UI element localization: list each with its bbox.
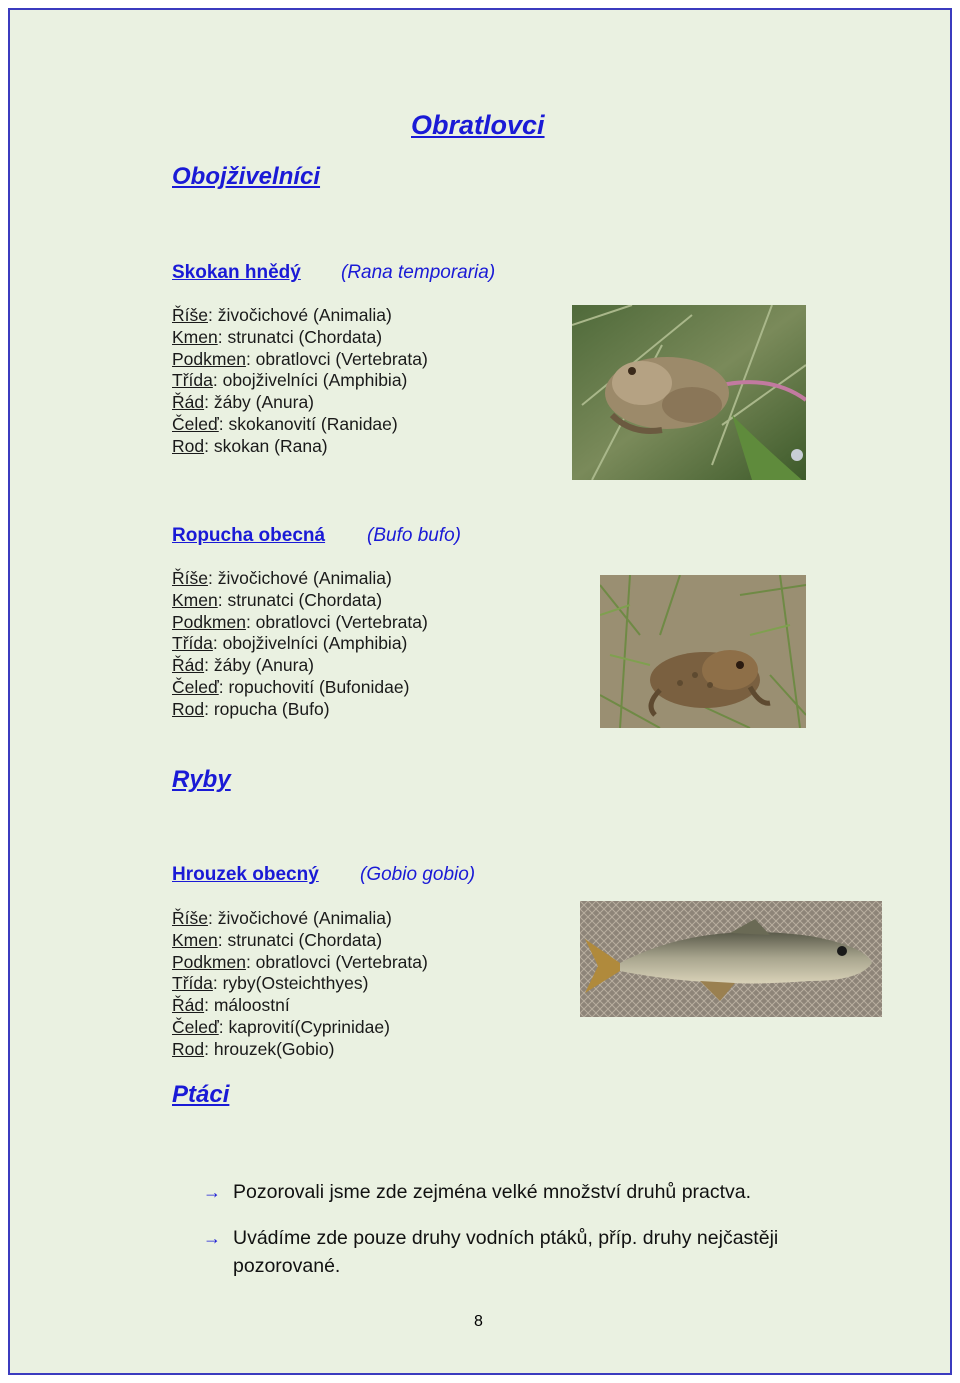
taxon-rank: Kmen (172, 326, 218, 347)
taxon-rank: Řád (172, 655, 205, 676)
taxon-rank: Rod (172, 435, 205, 456)
bird-notes-list (203, 1178, 793, 1298)
taxon-row (172, 370, 428, 392)
arrow-right-icon: → (203, 1182, 221, 1202)
taxon-row (172, 1039, 428, 1061)
page-frame (8, 8, 952, 1375)
species-name-frog: Skokan hnědý (172, 262, 301, 283)
taxon-rank: Říše (172, 568, 208, 588)
taxon-rank: Čeleď (172, 1016, 219, 1037)
frog-photo (572, 305, 806, 480)
taxon-rank: Říše (172, 908, 208, 928)
taxon-rank: Třída (172, 633, 213, 654)
taxon-rank: Třída (172, 370, 213, 391)
species-latin-frog: (Rana temporaria) (341, 262, 496, 283)
taxon-rank: Rod (172, 1038, 205, 1059)
taxon-row (172, 699, 428, 721)
taxon-value: : strunatci (Chordata) (217, 929, 383, 950)
taxon-value: : hrouzek(Gobio) (204, 1038, 335, 1059)
taxon-row (172, 414, 428, 436)
taxon-rank: Řád (172, 995, 205, 1016)
taxon-value: : skokan (Rana) (204, 435, 328, 456)
taxon-row (172, 327, 428, 349)
taxon-value: : obratlovci (Vertebrata) (245, 611, 428, 632)
taxon-rank: Čeleď (172, 676, 219, 697)
taxon-value: : kaprovití(Cyprinidae) (218, 1016, 390, 1037)
fish-photo (580, 901, 882, 1017)
taxon-row (172, 436, 428, 458)
taxonomy-list-gudgeon (172, 908, 428, 1061)
taxon-rank: Třída (172, 973, 213, 994)
taxon-rank: Kmen (172, 589, 218, 610)
taxon-row (172, 633, 428, 655)
taxon-row (172, 952, 428, 974)
species-latin-gudgeon: (Gobio gobio) (360, 864, 476, 885)
taxon-rank: Podkmen (172, 611, 246, 632)
taxon-value: : žáby (Anura) (204, 392, 315, 413)
section-heading-fish: Ryby (172, 766, 231, 793)
taxon-row (172, 568, 428, 590)
page-title: Obratlovci (411, 110, 545, 140)
bird-note-text: Pozorovali jsme zde zejména velké množství druhů practva. (233, 1181, 752, 1203)
taxon-row (172, 995, 428, 1017)
taxon-rank: Podkmen (172, 951, 246, 972)
section-heading-birds: Ptáci (172, 1081, 230, 1108)
taxon-row (172, 392, 428, 414)
taxon-value: : máloostní (204, 995, 290, 1016)
taxon-value: : skokanovití (Ranidae) (218, 413, 398, 434)
species-name-gudgeon: Hrouzek obecný (172, 864, 319, 885)
taxon-rank: Rod (172, 698, 205, 719)
species-name-toad: Ropucha obecná (172, 525, 326, 546)
taxon-value: : živočichové (Animalia) (207, 908, 392, 928)
taxon-value: : ropuchovití (Bufonidae) (218, 676, 410, 697)
taxon-row (172, 1017, 428, 1039)
taxon-row (172, 655, 428, 677)
taxon-value: : obojživelníci (Amphibia) (212, 633, 408, 654)
list-item (203, 1178, 793, 1206)
arrow-right-icon: → (203, 1228, 221, 1248)
taxon-rank: Kmen (172, 929, 218, 950)
taxon-rank: Podkmen (172, 348, 246, 369)
taxon-value: : obratlovci (Vertebrata) (245, 951, 428, 972)
taxon-value: : živočichové (Animalia) (207, 568, 392, 588)
taxon-value: : ryby(Osteichthyes) (212, 973, 369, 994)
bird-note-text: Uvádíme zde pouze druhy vodních ptáků, příp. druhy nejčastěji pozorované. (233, 1227, 779, 1277)
taxon-row (172, 305, 428, 327)
taxon-value: : živočichové (Animalia) (207, 305, 392, 325)
taxon-value: : žáby (Anura) (204, 655, 315, 676)
taxon-value: : strunatci (Chordata) (217, 326, 383, 347)
taxon-value: : obojživelníci (Amphibia) (212, 370, 408, 391)
list-item (203, 1224, 793, 1280)
species-latin-toad: (Bufo bufo) (367, 525, 461, 546)
taxon-rank: Čeleď (172, 413, 219, 434)
taxon-value: : strunatci (Chordata) (217, 589, 383, 610)
taxon-rank: Řád (172, 392, 205, 413)
taxon-row (172, 612, 428, 634)
page-number: 8 (474, 1313, 483, 1330)
taxon-row (172, 973, 428, 995)
taxon-row (172, 590, 428, 612)
taxon-row (172, 908, 428, 930)
taxon-row (172, 349, 428, 371)
taxon-row (172, 677, 428, 699)
taxon-value: : ropucha (Bufo) (204, 698, 330, 719)
taxonomy-list-toad (172, 568, 428, 721)
taxonomy-list-frog (172, 305, 428, 458)
taxon-rank: Říše (172, 305, 208, 325)
section-heading-amphibians: Obojživelníci (172, 163, 321, 190)
taxon-value: : obratlovci (Vertebrata) (245, 348, 428, 369)
taxon-row (172, 930, 428, 952)
toad-photo (600, 575, 806, 728)
